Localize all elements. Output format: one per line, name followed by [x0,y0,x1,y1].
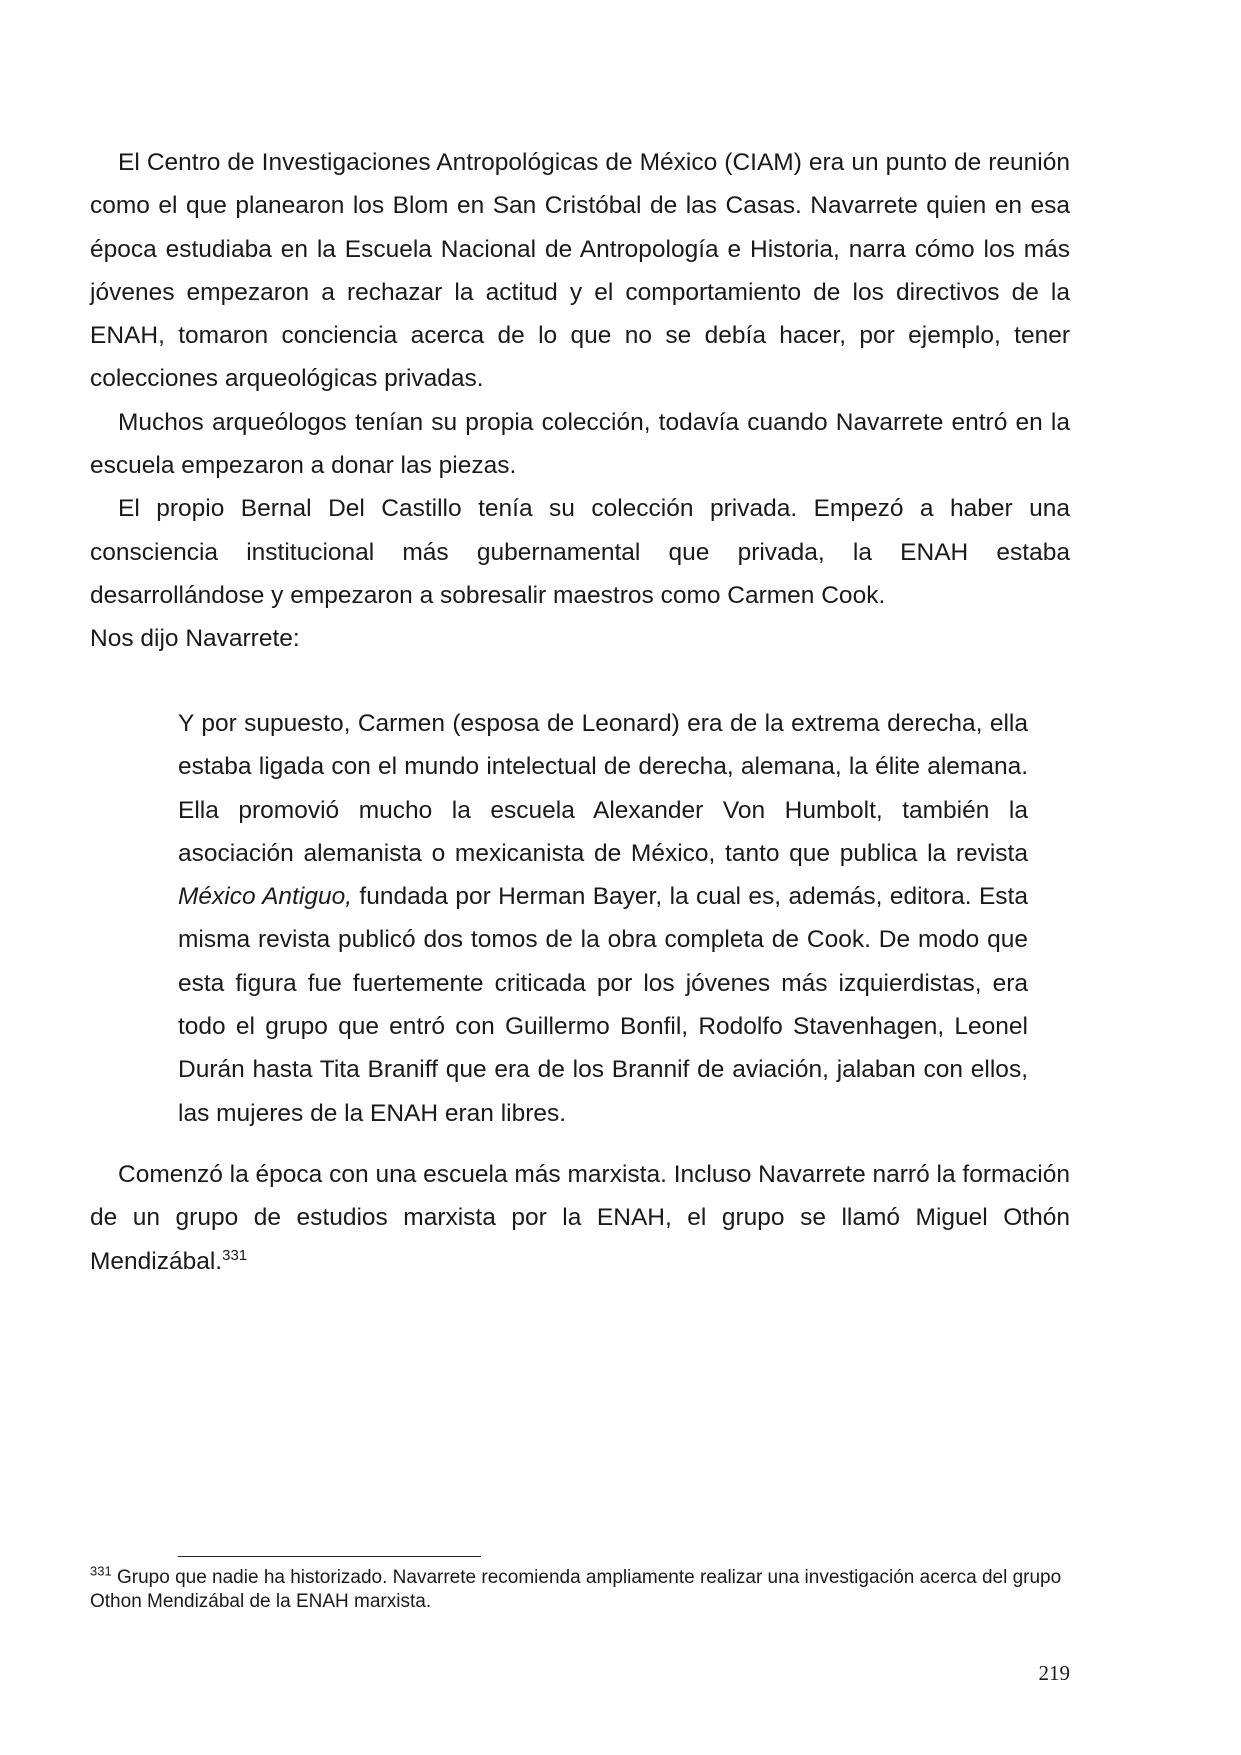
footnote-text: Grupo que nadie ha historizado. Navarrete recomienda ampliamente realizar una investigación acerca del grupo Othon Mendizábal de la ENAH marxista. [90,1567,1062,1612]
quote-paragraph [178,702,1028,1135]
footnote-divider [178,1556,481,1557]
block-quote [178,702,1028,1135]
main-text-block [90,141,1070,661]
closing-text-block [90,1153,1070,1283]
footnote-text-line [90,1563,1070,1614]
magazine-title: México Antiguo, [178,883,352,911]
quote-text-start: Y por supuesto, Carmen (esposa de Leonard) era de la extrema derecha, ella estaba ligada con el mundo intelectual de derecha, alemana, la élite alemana. Ella promovió mucho la escuela Alexander Von Humbolt, también la asociación alemanista o mexicanista de México, tanto que publica la revista [178,710,1028,867]
footnote [90,1563,1070,1614]
paragraph-1: El Centro de Investigaciones Antropológicas de México (CIAM) era un punto de reunión como el que planearon los Blom en San Cristóbal de las Casas. Navarrete quien en esa época estudiaba en la Escuela Nacional de Antropología e Historia, narra cómo los más jóvenes empezaron a rechazar la actitud y el comportamiento de los directivos de la ENAH, tomaron conciencia acerca de lo que no se debía hacer, por ejemplo, tener colecciones arqueológicas privadas. [90,149,1070,393]
footnote-number: 331 [90,1563,112,1579]
page-number: 219 [1038,1661,1070,1685]
paragraph-3: El propio Bernal Del Castillo tenía su colección privada. Empezó a haber una consciencia institucional más gubernamental que privada, la ENAH estaba desarrollándose y empezaron a sobresalir maestros como Carmen Cook. [90,495,1070,609]
closing-text: Comenzó la época con una escuela más marxista. Incluso Navarrete narró la formación de un grupo de estudios marxista por la ENAH, el grupo se llamó Miguel Othón Mendizábal. [90,1161,1070,1275]
closing-paragraph [90,1153,1070,1283]
paragraph-4: Nos dijo Navarrete: [90,625,300,653]
quote-text-end: fundada por Herman Bayer, la cual es, además, editora. Esta misma revista publicó dos tomos de la obra completa de Cook. De modo que esta figura fue fuertemente criticada por los jóvenes más izquierdistas, era todo el grupo que entró con Guillermo Bonfil, Rodolfo Stavenhagen, Leonel Durán hasta Tita Braniff que era de los Brannif de aviación, jalaban con ellos, las mujeres de la ENAH eran libres. [178,883,1028,1127]
footnote-reference[interactable]: 331 [222,1246,248,1264]
paragraph-2: Muchos arqueólogos tenían su propia colección, todavía cuando Navarrete entró en la escuela empezaron a donar las piezas. [90,408,1070,480]
